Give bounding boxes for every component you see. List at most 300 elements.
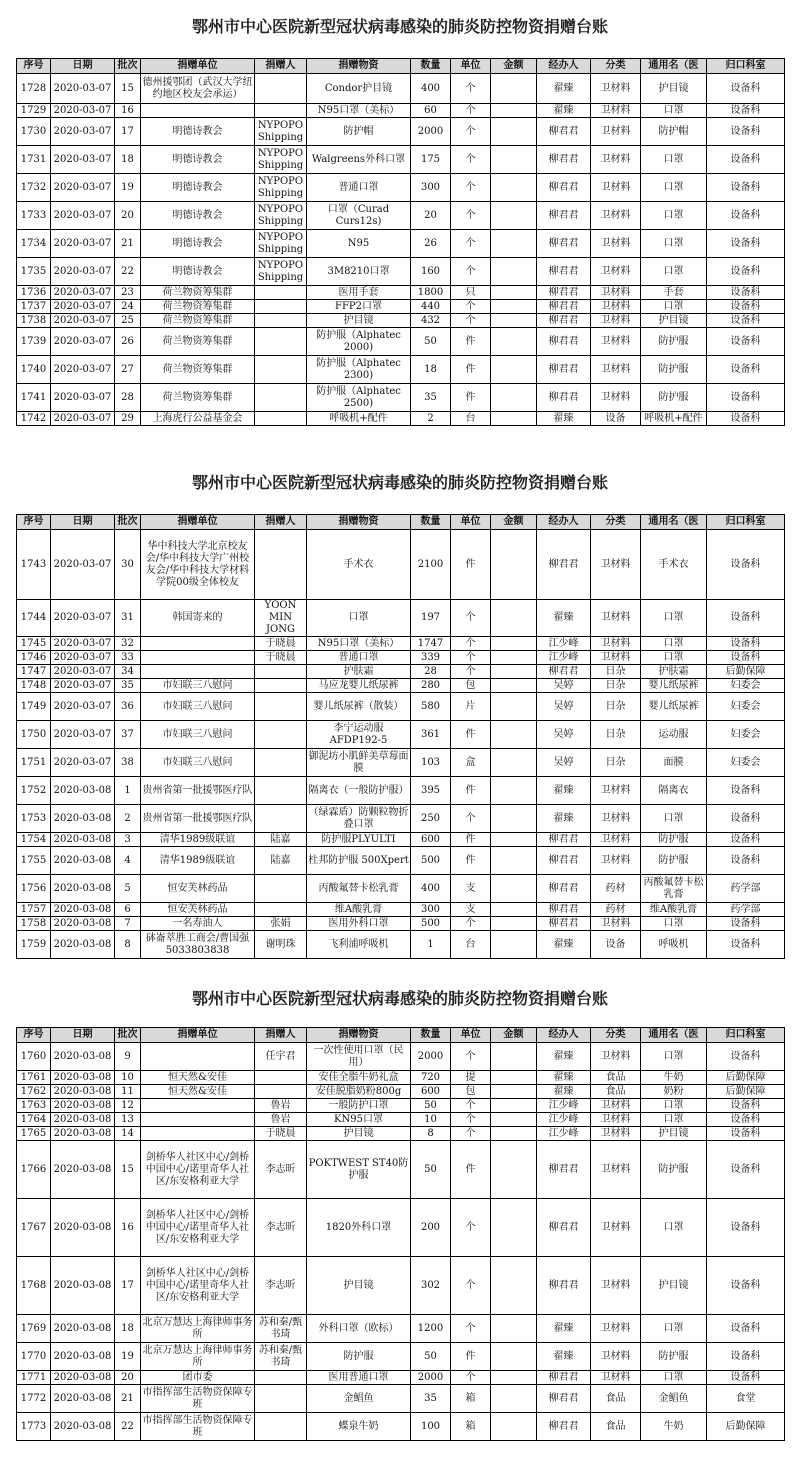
cell-generic-name: 奶粉	[641, 1085, 707, 1099]
column-header-generic-name: 通用名（医	[641, 1028, 707, 1043]
cell-quantity: 300	[411, 903, 451, 917]
cell-quantity: 500	[411, 847, 451, 875]
cell-category: 卫材料	[591, 328, 641, 356]
cell-quantity: 100	[411, 1413, 451, 1441]
cell-seq: 1752	[17, 777, 51, 805]
cell-unit: 个	[451, 104, 491, 118]
cell-item: 口罩（Curad Curs12s)	[307, 202, 411, 230]
cell-seq: 1736	[17, 286, 51, 300]
cell-donor-person: 苏和秦/甄书琦	[255, 1315, 307, 1343]
cell-category: 卫材料	[591, 1099, 641, 1113]
cell-donor-org	[141, 651, 255, 665]
column-header-donor-person: 捐赠人	[255, 515, 307, 530]
cell-unit: 台	[451, 412, 491, 426]
cell-amount	[491, 74, 537, 104]
cell-batch: 21	[115, 1385, 141, 1413]
cell-unit: 个	[451, 917, 491, 931]
cell-amount	[491, 356, 537, 384]
table-row	[17, 258, 785, 286]
cell-batch: 34	[115, 665, 141, 679]
column-header-quantity: 数量	[411, 1028, 451, 1043]
table-row	[17, 230, 785, 258]
cell-department: 后勤保障	[707, 1085, 785, 1099]
cell-donor-org: 剑桥华人社区中心/剑桥中国中心/诺里奇华人社区/东安格利亚大学	[141, 1141, 255, 1199]
cell-batch: 17	[115, 1257, 141, 1315]
cell-donor-person: NYPOPO Shipping	[255, 258, 307, 286]
cell-department: 药学部	[707, 903, 785, 917]
cell-department: 设备科	[707, 833, 785, 847]
table-row	[17, 847, 785, 875]
cell-batch: 30	[115, 530, 141, 600]
cell-donor-org: 明德诗教会	[141, 146, 255, 174]
cell-generic-name: 防护服	[641, 384, 707, 412]
cell-seq: 1773	[17, 1413, 51, 1441]
cell-amount	[491, 174, 537, 202]
table-row	[17, 931, 785, 959]
cell-department: 设备科	[707, 118, 785, 146]
cell-department: 设备科	[707, 1315, 785, 1343]
cell-batch: 22	[115, 1413, 141, 1441]
cell-donor-org	[141, 1099, 255, 1113]
cell-quantity: 395	[411, 777, 451, 805]
cell-category: 卫材料	[591, 118, 641, 146]
cell-handler: 柳君君	[537, 328, 591, 356]
cell-item: 安佳脱脂奶粉800g	[307, 1085, 411, 1099]
cell-seq: 1759	[17, 931, 51, 959]
cell-quantity: 60	[411, 104, 451, 118]
cell-seq: 1754	[17, 833, 51, 847]
cell-donor-org: 明德诗教会	[141, 118, 255, 146]
cell-handler: 柳君君	[537, 146, 591, 174]
cell-amount	[491, 300, 537, 314]
cell-batch: 22	[115, 258, 141, 286]
cell-batch: 29	[115, 412, 141, 426]
table-row	[17, 1099, 785, 1113]
cell-date: 2020-03-07	[51, 679, 115, 693]
cell-donor-org	[141, 665, 255, 679]
cell-department: 设备科	[707, 805, 785, 833]
cell-department: 设备科	[707, 917, 785, 931]
cell-donor-org: 剑桥华人社区中心/剑桥中国中心/诺里奇华人社区/东安格利亚大学	[141, 1257, 255, 1315]
column-header-amount: 金额	[491, 59, 537, 74]
cell-amount	[491, 412, 537, 426]
cell-category: 卫材料	[591, 146, 641, 174]
cell-donor-org: 明德诗教会	[141, 230, 255, 258]
cell-donor-org: 恒天然&安佳	[141, 1085, 255, 1099]
cell-generic-name: 口罩	[641, 1315, 707, 1343]
cell-seq: 1743	[17, 530, 51, 600]
cell-quantity: 50	[411, 1343, 451, 1371]
cell-handler: 翟臻	[537, 74, 591, 104]
cell-unit: 包	[451, 1085, 491, 1099]
cell-department: 妇委会	[707, 679, 785, 693]
cell-amount	[491, 903, 537, 917]
cell-amount	[491, 1371, 537, 1385]
cell-handler: 翟臻	[537, 1315, 591, 1343]
cell-batch: 15	[115, 74, 141, 104]
cell-donor-person	[255, 384, 307, 412]
cell-donor-person: 张娟	[255, 917, 307, 931]
cell-unit: 个	[451, 1257, 491, 1315]
cell-department: 设备科	[707, 1099, 785, 1113]
cell-quantity: 2000	[411, 118, 451, 146]
cell-donor-org: 市妇联三八慰问	[141, 679, 255, 693]
cell-item: 呼吸机+配件	[307, 412, 411, 426]
cell-item: N95口罩（美标）	[307, 104, 411, 118]
cell-item: 李宁运动服 AFDP192-5	[307, 721, 411, 749]
cell-donor-person	[255, 1413, 307, 1441]
cell-item: 马应龙婴儿纸尿裤	[307, 679, 411, 693]
cell-handler: 翟臻	[537, 1071, 591, 1085]
cell-quantity: 302	[411, 1257, 451, 1315]
cell-batch: 19	[115, 1343, 141, 1371]
cell-donor-person	[255, 530, 307, 600]
cell-donor-org: 华中科技大学北京校友会/华中科技大学广州校友会/华中科技大学材料学院00级全体校友	[141, 530, 255, 600]
table-row	[17, 1385, 785, 1413]
cell-department: 设备科	[707, 1371, 785, 1385]
cell-item: 防护服PLYULTI	[307, 833, 411, 847]
cell-handler: 翟臻	[537, 1043, 591, 1071]
cell-handler: 柳君君	[537, 1385, 591, 1413]
cell-donor-person	[255, 1385, 307, 1413]
cell-donor-org: 恒安芙林药品	[141, 875, 255, 903]
cell-date: 2020-03-08	[51, 1413, 115, 1441]
cell-date: 2020-03-07	[51, 74, 115, 104]
cell-handler: 吴婷	[537, 693, 591, 721]
cell-amount	[491, 384, 537, 412]
cell-donor-org: 贵州省第一批援鄂医疗队	[141, 777, 255, 805]
cell-amount	[491, 314, 537, 328]
cell-handler: 柳君君	[537, 833, 591, 847]
cell-batch: 7	[115, 917, 141, 931]
cell-batch: 26	[115, 328, 141, 356]
cell-item: POKTWEST ST40防护服	[307, 1141, 411, 1199]
cell-donor-person	[255, 721, 307, 749]
cell-generic-name: 护目镜	[641, 1127, 707, 1141]
table-row	[17, 356, 785, 384]
cell-unit: 箱	[451, 1413, 491, 1441]
table-row	[17, 1141, 785, 1199]
cell-item: 维A酸乳膏	[307, 903, 411, 917]
cell-item: 普通口罩	[307, 651, 411, 665]
cell-seq: 1761	[17, 1071, 51, 1085]
cell-category: 药材	[591, 903, 641, 917]
cell-batch: 19	[115, 174, 141, 202]
cell-generic-name: 隔离衣	[641, 777, 707, 805]
cell-donor-org: 市妇联三八慰问	[141, 749, 255, 777]
cell-batch: 36	[115, 693, 141, 721]
cell-donor-person	[255, 300, 307, 314]
column-header-item: 捐赠物资	[307, 1028, 411, 1043]
cell-handler: 柳君君	[537, 230, 591, 258]
cell-date: 2020-03-08	[51, 931, 115, 959]
cell-generic-name: 护肤霜	[641, 665, 707, 679]
table-row	[17, 1257, 785, 1315]
cell-category: 设备	[591, 931, 641, 959]
cell-donor-person: 苏和秦/甄书琦	[255, 1343, 307, 1371]
cell-batch: 6	[115, 903, 141, 917]
cell-quantity: 580	[411, 693, 451, 721]
cell-category: 卫材料	[591, 777, 641, 805]
cell-amount	[491, 328, 537, 356]
column-header-category: 分类	[591, 59, 641, 74]
table-row	[17, 651, 785, 665]
cell-generic-name: 牛奶	[641, 1413, 707, 1441]
cell-item: 普通口罩	[307, 174, 411, 202]
cell-donor-person: 于晓晨	[255, 1127, 307, 1141]
cell-category: 卫材料	[591, 805, 641, 833]
cell-donor-org: 上海虎行公益基金会	[141, 412, 255, 426]
cell-handler: 柳君君	[537, 1413, 591, 1441]
cell-date: 2020-03-07	[51, 600, 115, 637]
cell-generic-name: 护目镜	[641, 74, 707, 104]
cell-donor-person	[255, 356, 307, 384]
cell-donor-org: 荷兰物资筹集群	[141, 356, 255, 384]
cell-department: 设备科	[707, 328, 785, 356]
cell-category: 卫材料	[591, 300, 641, 314]
cell-date: 2020-03-08	[51, 1371, 115, 1385]
cell-generic-name: 口罩	[641, 651, 707, 665]
cell-item: 金鲳鱼	[307, 1385, 411, 1413]
cell-unit: 个	[451, 1199, 491, 1257]
cell-department: 设备科	[707, 1199, 785, 1257]
table-row	[17, 637, 785, 651]
cell-department: 设备科	[707, 777, 785, 805]
cell-amount	[491, 1085, 537, 1099]
table-row	[17, 665, 785, 679]
cell-seq: 1734	[17, 230, 51, 258]
cell-donor-person	[255, 1071, 307, 1085]
cell-category: 卫材料	[591, 651, 641, 665]
cell-unit: 个	[451, 600, 491, 637]
cell-seq: 1731	[17, 146, 51, 174]
cell-donor-person	[255, 74, 307, 104]
column-header-seq: 序号	[17, 515, 51, 530]
cell-generic-name: 口罩	[641, 230, 707, 258]
cell-department: 妇委会	[707, 721, 785, 749]
cell-date: 2020-03-08	[51, 875, 115, 903]
cell-amount	[491, 104, 537, 118]
column-header-handler: 经办人	[537, 515, 591, 530]
cell-donor-person	[255, 665, 307, 679]
cell-donor-org: 荷兰物资筹集群	[141, 286, 255, 300]
cell-category: 药材	[591, 875, 641, 903]
cell-amount	[491, 1385, 537, 1413]
cell-donor-org: 荷兰物资筹集群	[141, 328, 255, 356]
cell-generic-name: 口罩	[641, 258, 707, 286]
cell-batch: 24	[115, 300, 141, 314]
cell-amount	[491, 1071, 537, 1085]
cell-date: 2020-03-07	[51, 286, 115, 300]
cell-seq: 1753	[17, 805, 51, 833]
table-row	[17, 1043, 785, 1071]
cell-department: 设备科	[707, 104, 785, 118]
cell-item: Condor护目镜	[307, 74, 411, 104]
table-row	[17, 1113, 785, 1127]
cell-handler: 江少峰	[537, 1127, 591, 1141]
cell-amount	[491, 679, 537, 693]
cell-unit: 个	[451, 174, 491, 202]
cell-amount	[491, 1141, 537, 1199]
cell-department: 设备科	[707, 651, 785, 665]
cell-quantity: 50	[411, 328, 451, 356]
cell-donor-org: 明德诗教会	[141, 174, 255, 202]
cell-seq: 1732	[17, 174, 51, 202]
column-header-category: 分类	[591, 515, 641, 530]
cell-handler: 柳君君	[537, 300, 591, 314]
cell-category: 卫材料	[591, 1141, 641, 1199]
cell-generic-name: 维A酸乳膏	[641, 903, 707, 917]
cell-amount	[491, 1315, 537, 1343]
cell-quantity: 1	[411, 931, 451, 959]
cell-unit: 件	[451, 1141, 491, 1199]
cell-amount	[491, 847, 537, 875]
cell-generic-name: 防护服	[641, 1141, 707, 1199]
cell-quantity: 26	[411, 230, 451, 258]
cell-generic-name: 防护服	[641, 356, 707, 384]
cell-category: 卫材料	[591, 356, 641, 384]
column-header-donor-org: 捐赠单位	[141, 59, 255, 74]
cell-unit: 个	[451, 202, 491, 230]
cell-donor-person	[255, 749, 307, 777]
cell-donor-person	[255, 693, 307, 721]
cell-category: 卫材料	[591, 1257, 641, 1315]
cell-department: 设备科	[707, 637, 785, 651]
cell-category: 卫材料	[591, 1199, 641, 1257]
cell-quantity: 440	[411, 300, 451, 314]
cell-donor-org: 团市委	[141, 1371, 255, 1385]
cell-handler: 翟臻	[537, 412, 591, 426]
cell-donor-person: 李志昕	[255, 1199, 307, 1257]
cell-donor-org: 明德诗教会	[141, 258, 255, 286]
cell-donor-person	[255, 1371, 307, 1385]
cell-donor-org: 砵崙萃胜工商会/曹国强5033803838	[141, 931, 255, 959]
cell-quantity: 18	[411, 356, 451, 384]
cell-handler: 柳君君	[537, 1141, 591, 1199]
cell-category: 食品	[591, 1385, 641, 1413]
cell-unit: 件	[451, 356, 491, 384]
cell-item: Walgreens外科口罩	[307, 146, 411, 174]
cell-quantity: 1200	[411, 1315, 451, 1343]
table-row	[17, 693, 785, 721]
cell-amount	[491, 875, 537, 903]
column-header-donor-person: 捐赠人	[255, 59, 307, 74]
cell-unit: 只	[451, 286, 491, 300]
cell-donor-person: 于晓晨	[255, 637, 307, 651]
cell-amount	[491, 1343, 537, 1371]
cell-unit: 个	[451, 665, 491, 679]
cell-seq: 1767	[17, 1199, 51, 1257]
cell-batch: 33	[115, 651, 141, 665]
cell-donor-person: 陆嘉	[255, 833, 307, 847]
cell-seq: 1756	[17, 875, 51, 903]
cell-category: 卫材料	[591, 202, 641, 230]
cell-donor-org	[141, 637, 255, 651]
cell-seq: 1744	[17, 600, 51, 637]
table-row	[17, 146, 785, 174]
cell-donor-org: 市妇联三八慰问	[141, 721, 255, 749]
table-row	[17, 74, 785, 104]
cell-date: 2020-03-08	[51, 1071, 115, 1085]
column-header-date: 日期	[51, 59, 115, 74]
cell-date: 2020-03-07	[51, 258, 115, 286]
cell-unit: 件	[451, 777, 491, 805]
column-header-generic-name: 通用名（医	[641, 59, 707, 74]
cell-batch: 20	[115, 202, 141, 230]
cell-quantity: 2100	[411, 530, 451, 600]
cell-generic-name: 婴儿纸尿裤	[641, 679, 707, 693]
cell-date: 2020-03-07	[51, 146, 115, 174]
cell-unit: 盒	[451, 749, 491, 777]
cell-donor-person: NYPOPO Shipping	[255, 230, 307, 258]
cell-date: 2020-03-07	[51, 530, 115, 600]
cell-generic-name: 口罩	[641, 202, 707, 230]
cell-category: 卫材料	[591, 917, 641, 931]
cell-seq: 1735	[17, 258, 51, 286]
cell-quantity: 160	[411, 258, 451, 286]
cell-department: 设备科	[707, 412, 785, 426]
cell-department: 设备科	[707, 1257, 785, 1315]
cell-seq: 1750	[17, 721, 51, 749]
cell-generic-name: 口罩	[641, 146, 707, 174]
cell-handler: 柳君君	[537, 917, 591, 931]
cell-amount	[491, 833, 537, 847]
cell-donor-person	[255, 903, 307, 917]
cell-date: 2020-03-07	[51, 356, 115, 384]
cell-handler: 江少峰	[537, 637, 591, 651]
cell-department: 设备科	[707, 931, 785, 959]
cell-handler: 翟臻	[537, 931, 591, 959]
column-header-unit: 单位	[451, 59, 491, 74]
cell-handler: 柳君君	[537, 384, 591, 412]
cell-department: 设备科	[707, 174, 785, 202]
table-row	[17, 202, 785, 230]
cell-department: 设备科	[707, 286, 785, 300]
cell-donor-person: YOON MIN JONG	[255, 600, 307, 637]
cell-handler: 翟臻	[537, 777, 591, 805]
cell-donor-org	[141, 1113, 255, 1127]
cell-donor-org: 市指挥部生活物资保障专班	[141, 1385, 255, 1413]
cell-date: 2020-03-08	[51, 1113, 115, 1127]
cell-generic-name: 口罩	[641, 1113, 707, 1127]
cell-amount	[491, 118, 537, 146]
cell-item: 护目镜	[307, 314, 411, 328]
cell-quantity: 8	[411, 1127, 451, 1141]
cell-amount	[491, 230, 537, 258]
table-row	[17, 805, 785, 833]
cell-generic-name: 婴儿纸尿裤	[641, 693, 707, 721]
cell-amount	[491, 1127, 537, 1141]
column-header-item: 捐赠物资	[307, 59, 411, 74]
cell-category: 卫材料	[591, 258, 641, 286]
cell-date: 2020-03-07	[51, 721, 115, 749]
cell-amount	[491, 931, 537, 959]
cell-generic-name: 护目镜	[641, 1257, 707, 1315]
cell-item: 3M8210口罩	[307, 258, 411, 286]
cell-handler: 江少峰	[537, 1113, 591, 1127]
cell-amount	[491, 1099, 537, 1113]
cell-handler: 柳君君	[537, 286, 591, 300]
cell-handler: 翟臻	[537, 104, 591, 118]
cell-unit: 件	[451, 721, 491, 749]
cell-quantity: 280	[411, 679, 451, 693]
cell-batch: 37	[115, 721, 141, 749]
cell-handler: 柳君君	[537, 665, 591, 679]
cell-batch: 17	[115, 118, 141, 146]
cell-donor-person: 于晓晨	[255, 651, 307, 665]
cell-seq: 1742	[17, 412, 51, 426]
cell-seq: 1757	[17, 903, 51, 917]
